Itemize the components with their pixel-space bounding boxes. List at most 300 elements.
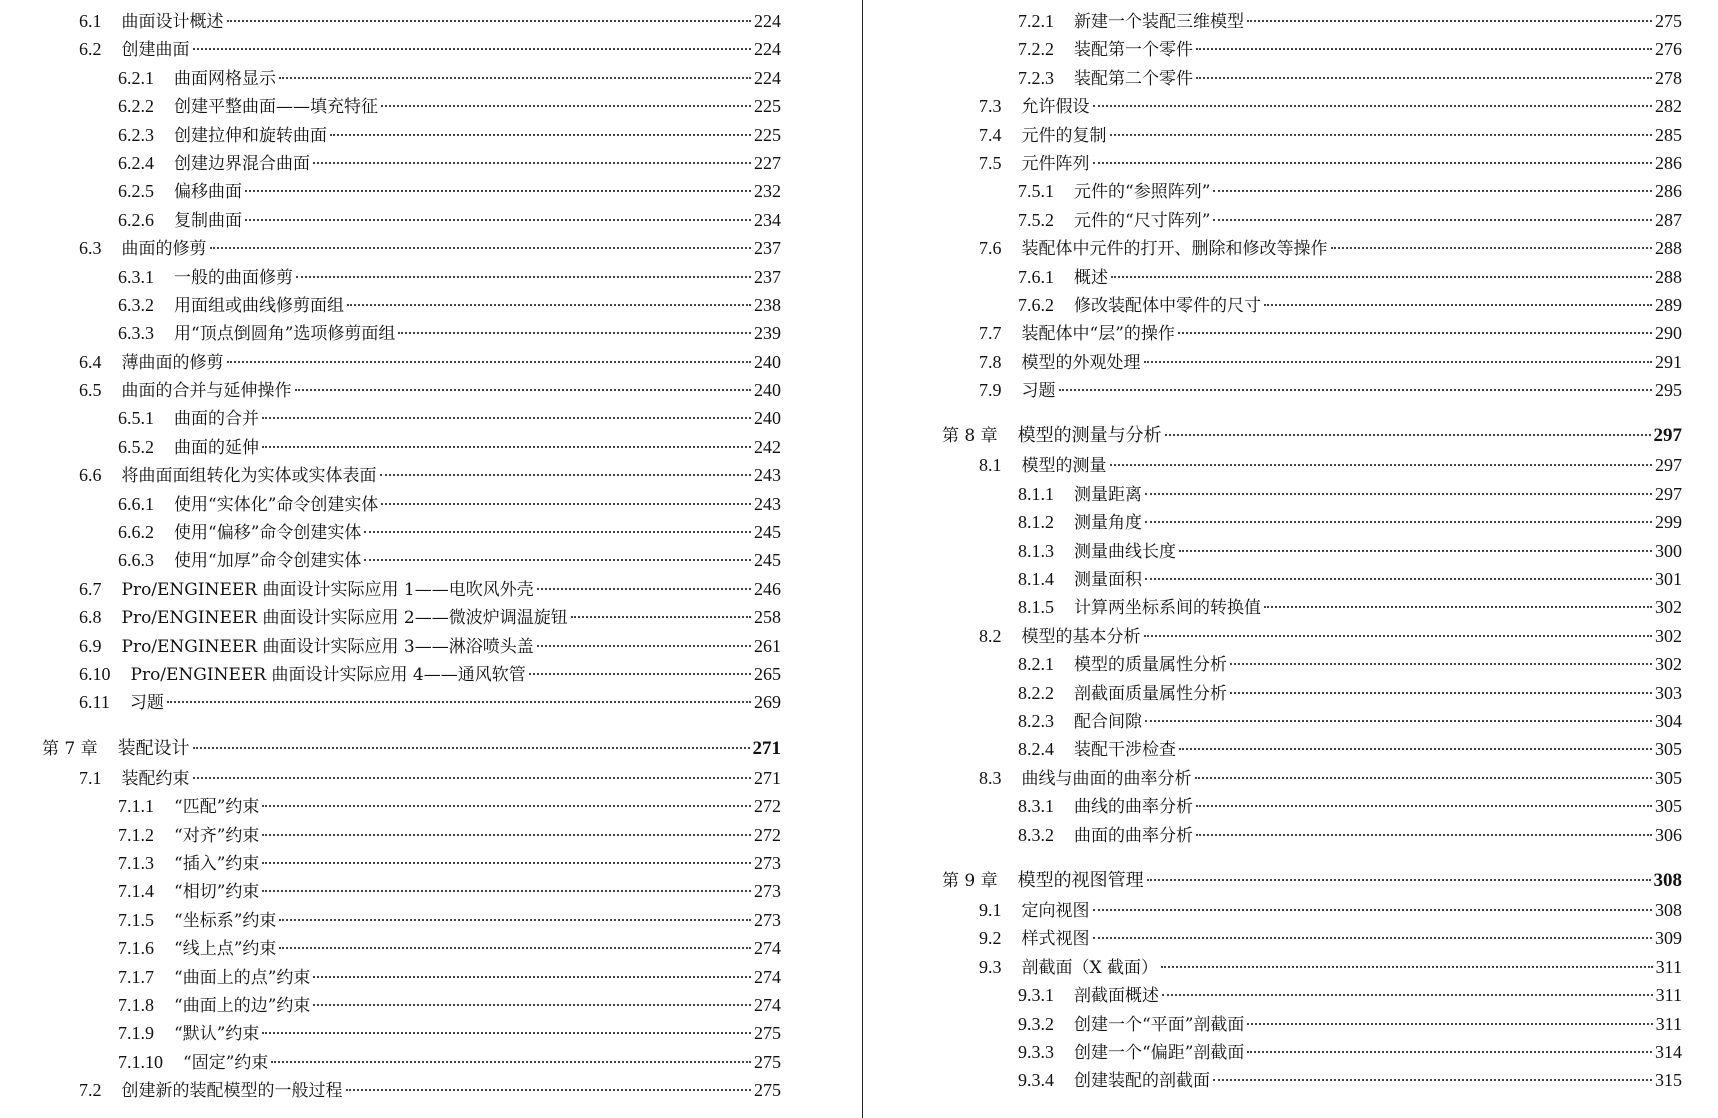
entry-title: 创建一个“偏距”剖截面 [1074, 1042, 1245, 1063]
toc-subsection-entry[interactable] [942, 821, 1682, 849]
entry-page-number: 272 [754, 824, 781, 845]
entry-page-number: 288 [1655, 238, 1682, 259]
entry-number: 8.1.2 [1018, 512, 1054, 533]
entry-page-number: 272 [754, 796, 781, 817]
entry-title: 习题 [129, 693, 164, 714]
dot-leader [262, 862, 751, 864]
entry-page-number: 273 [754, 852, 781, 873]
toc-section-entry[interactable] [42, 461, 781, 489]
entry-page-number: 271 [754, 767, 781, 788]
entry-page-number: 289 [1655, 294, 1682, 315]
entry-title: 模型的外观处理 [1021, 352, 1141, 373]
toc-section-entry[interactable] [942, 234, 1682, 262]
entry-number: 8.2.4 [1018, 739, 1054, 760]
entry-page-number: 240 [754, 380, 781, 401]
entry-page-number: 224 [754, 39, 781, 60]
dot-leader [1213, 219, 1652, 221]
entry-number: 6.2.3 [118, 124, 154, 145]
toc-section-entry[interactable] [42, 603, 781, 631]
entry-title: 测量距离 [1074, 484, 1142, 505]
dot-leader [1165, 434, 1651, 436]
toc-subsection-entry[interactable] [42, 121, 781, 149]
entry-title: 曲线的曲率分析 [1074, 797, 1193, 818]
toc-subsection-entry[interactable] [42, 263, 781, 291]
entry-title: 定向视图 [1021, 900, 1090, 921]
toc-subsection-entry[interactable] [942, 1038, 1682, 1066]
toc-subsection-entry[interactable] [42, 991, 781, 1019]
entry-title: 创建新的装配模型的一般过程 [121, 1081, 343, 1102]
dot-leader [529, 673, 751, 675]
toc-subsection-entry[interactable] [42, 518, 781, 546]
entry-title: 允许假设 [1021, 97, 1090, 118]
entry-page-number: 273 [754, 909, 781, 930]
dot-leader [380, 474, 752, 476]
entry-page-number: 265 [754, 663, 781, 684]
toc-subsection-entry[interactable] [42, 934, 781, 962]
toc-section-entry[interactable] [42, 35, 781, 63]
entry-title: 测量角度 [1074, 513, 1142, 534]
entry-number: 7.1.7 [118, 966, 154, 987]
dot-leader [1145, 521, 1652, 523]
entry-number: 7.1.2 [118, 824, 154, 845]
dot-leader [1264, 304, 1652, 306]
toc-subsection-entry[interactable] [942, 981, 1682, 1009]
dot-leader [346, 1089, 752, 1091]
entry-number: 第 9 章 [942, 870, 998, 891]
dot-leader [537, 645, 751, 647]
toc-section-entry[interactable] [942, 924, 1682, 952]
toc-subsection-entry[interactable] [942, 679, 1682, 707]
dot-leader [193, 48, 752, 50]
entry-title: 曲面的修剪 [121, 239, 207, 260]
dot-leader [279, 77, 751, 79]
entry-number: 7.7 [979, 323, 1002, 344]
toc-section-entry[interactable] [942, 451, 1682, 479]
toc-subsection-entry[interactable] [42, 149, 781, 177]
dot-leader [1196, 48, 1652, 50]
entry-number: 6.5.1 [118, 408, 154, 429]
dot-leader [1093, 909, 1653, 911]
entry-title: 装配体中元件的打开、删除和修改等操作 [1021, 239, 1328, 260]
dot-leader [262, 417, 751, 419]
dot-leader [245, 219, 751, 221]
entry-number: 9.2 [979, 928, 1002, 949]
dot-leader [1196, 77, 1652, 79]
entry-number: 6.2.4 [118, 152, 154, 173]
entry-page-number: 297 [1655, 455, 1682, 476]
toc-subsection-entry[interactable] [942, 537, 1682, 565]
entry-number: 6.3 [79, 238, 102, 259]
entry-number: 7.4 [979, 124, 1002, 145]
entry-title: 模型的测量 [1021, 456, 1107, 477]
entry-page-number: 302 [1655, 625, 1682, 646]
dot-leader [262, 446, 751, 448]
toc-subsection-entry[interactable] [942, 1010, 1682, 1038]
entry-title: 将曲面面组转化为实体或实体表面 [121, 466, 377, 487]
toc-subsection-entry[interactable] [942, 508, 1682, 536]
toc-subsection-entry[interactable] [942, 593, 1682, 621]
toc-subsection-entry[interactable] [42, 849, 781, 877]
dot-leader [1213, 1079, 1652, 1081]
entry-number: 9.1 [979, 899, 1002, 920]
dot-leader [1145, 720, 1652, 722]
toc-subsection-entry[interactable] [942, 565, 1682, 593]
toc-subsection-entry[interactable] [942, 792, 1682, 820]
entry-page-number: 308 [1655, 899, 1682, 920]
toc-section-entry[interactable] [42, 764, 781, 792]
entry-page-number: 234 [754, 209, 781, 230]
entry-number: 8.1 [979, 455, 1002, 476]
entry-title: 模型的视图管理 [1017, 869, 1144, 891]
dot-leader [571, 616, 751, 618]
toc-subsection-entry[interactable] [942, 206, 1682, 234]
entry-title: 元件的“尺寸阵列” [1074, 210, 1211, 231]
toc-subsection-entry[interactable] [942, 7, 1682, 35]
entry-title: 薄曲面的修剪 [121, 352, 224, 373]
entry-title: 曲线与曲面的曲率分析 [1021, 768, 1192, 789]
entry-page-number: 282 [1655, 96, 1682, 117]
entry-number: 6.2 [79, 39, 102, 60]
entry-number: 7.1.4 [118, 881, 154, 902]
entry-page-number: 302 [1655, 597, 1682, 618]
entry-page-number: 309 [1655, 928, 1682, 949]
entry-number: 8.1.5 [1018, 597, 1054, 618]
entry-number: 9.3.2 [1018, 1013, 1054, 1034]
entry-title: 曲面的合并 [174, 409, 259, 430]
toc-left-page [42, 7, 781, 1104]
dot-leader [1144, 361, 1653, 363]
entry-page-number: 305 [1655, 739, 1682, 760]
entry-title: 习题 [1021, 381, 1056, 402]
entry-number: 6.2.2 [118, 96, 154, 117]
entry-number: 第 8 章 [942, 426, 998, 447]
dot-leader [1161, 966, 1653, 968]
entry-title: “对齐”约束 [174, 825, 260, 846]
entry-page-number: 237 [754, 238, 781, 259]
dot-leader [1144, 635, 1653, 637]
dot-leader [227, 361, 752, 363]
dot-leader [1111, 276, 1652, 278]
entry-title: 使用“实体化”命令创建实体 [174, 494, 379, 515]
dot-leader [1179, 550, 1652, 552]
entry-title: 剖截面概述 [1074, 986, 1159, 1007]
entry-number: 7.8 [979, 351, 1002, 372]
entry-title: 创建拉伸和旋转曲面 [174, 125, 327, 146]
entry-page-number: 243 [754, 465, 781, 486]
entry-title: 曲面网格显示 [174, 68, 276, 89]
toc-subsection-entry[interactable] [42, 319, 781, 347]
toc-subsection-entry[interactable] [42, 92, 781, 120]
entry-number: 6.2.5 [118, 181, 154, 202]
dot-leader [1196, 834, 1652, 836]
entry-page-number: 311 [1655, 1013, 1682, 1034]
dot-leader [1196, 805, 1652, 807]
dot-leader [1264, 606, 1652, 608]
toc-subsection-entry[interactable] [42, 821, 781, 849]
dot-leader [279, 947, 751, 949]
entry-title: 剖截面质量属性分析 [1074, 683, 1227, 704]
toc-section-entry[interactable] [942, 622, 1682, 650]
entry-number: 6.5 [79, 380, 102, 401]
dot-leader [398, 332, 751, 334]
entry-page-number: 306 [1655, 824, 1682, 845]
dot-leader [1162, 994, 1653, 996]
entry-page-number: 225 [754, 124, 781, 145]
entry-title: Pro/ENGINEER 曲面设计实际应用 4——通风软管 [130, 664, 526, 685]
toc-subsection-entry[interactable] [942, 64, 1682, 92]
toc-subsection-entry[interactable] [42, 1019, 781, 1047]
entry-page-number: 275 [1655, 11, 1682, 31]
entry-title: 装配干涉检查 [1074, 740, 1176, 761]
entry-page-number: 269 [754, 692, 781, 713]
entry-title: 测量面积 [1074, 570, 1142, 591]
toc-subsection-entry[interactable] [42, 877, 781, 905]
entry-page-number: 275 [754, 1080, 781, 1101]
toc-section-entry[interactable] [942, 376, 1682, 404]
dot-leader [1230, 692, 1652, 694]
entry-title: 曲面设计概述 [121, 12, 224, 32]
entry-number: 7.1 [79, 767, 102, 788]
entry-number: 第 7 章 [42, 738, 98, 759]
entry-page-number: 274 [754, 994, 781, 1015]
toc-subsection-entry[interactable] [42, 792, 781, 820]
entry-page-number: 304 [1655, 710, 1682, 731]
dot-leader [1145, 578, 1652, 580]
toc-section-entry[interactable] [42, 1076, 781, 1104]
entry-page-number: 286 [1655, 152, 1682, 173]
entry-title: 装配第二个零件 [1074, 68, 1193, 89]
entry-page-number: 227 [754, 152, 781, 173]
toc-section-entry[interactable] [42, 632, 781, 660]
dot-leader [364, 531, 751, 533]
entry-title: 元件阵列 [1021, 153, 1090, 174]
toc-section-entry[interactable] [42, 234, 781, 262]
dot-leader [262, 890, 751, 892]
toc-subsection-entry[interactable] [42, 433, 781, 461]
dot-leader [1059, 389, 1653, 391]
toc-section-entry[interactable] [942, 121, 1682, 149]
entry-title: “默认”约束 [174, 1024, 260, 1045]
entry-title: 样式视图 [1021, 929, 1090, 950]
entry-number: 6.6 [79, 465, 102, 486]
entry-page-number: 305 [1655, 796, 1682, 817]
entry-number: 7.2.1 [1018, 11, 1054, 31]
entry-page-number: 275 [754, 1023, 781, 1044]
toc-subsection-entry[interactable] [42, 1048, 781, 1076]
toc-subsection-entry[interactable] [942, 650, 1682, 678]
entry-title: 计算两坐标系间的转换值 [1074, 598, 1261, 619]
entry-number: 7.6.1 [1018, 266, 1054, 287]
entry-number: 6.2.6 [118, 209, 154, 230]
entry-number: 7.1.8 [118, 994, 154, 1015]
entry-number: 8.3.2 [1018, 824, 1054, 845]
dot-leader [1178, 332, 1652, 334]
toc-section-entry[interactable] [942, 92, 1682, 120]
toc-section-entry[interactable] [942, 764, 1682, 792]
toc-subsection-entry[interactable] [942, 735, 1682, 763]
dot-leader [262, 1032, 751, 1034]
entry-title: “相切”约束 [174, 882, 260, 903]
entry-number: 8.1.1 [1018, 483, 1054, 504]
toc-section-entry[interactable] [42, 575, 781, 603]
dot-leader [347, 304, 751, 306]
entry-title: “插入”约束 [174, 853, 260, 874]
toc-right-page [942, 7, 1682, 1095]
entry-page-number: 225 [754, 96, 781, 117]
entry-number: 8.3 [979, 767, 1002, 788]
entry-title: Pro/ENGINEER 曲面设计实际应用 2——微波炉调温旋钮 [121, 608, 568, 629]
dot-leader [313, 1004, 751, 1006]
dot-leader [537, 588, 751, 590]
toc-section-entry[interactable] [42, 376, 781, 404]
toc-section-entry[interactable] [42, 660, 781, 688]
toc-section-entry[interactable] [942, 348, 1682, 376]
entry-number: 9.3.3 [1018, 1041, 1054, 1062]
dot-leader [1213, 190, 1652, 192]
toc-section-entry[interactable] [42, 7, 781, 35]
entry-title: 偏移曲面 [174, 182, 242, 203]
entry-page-number: 261 [754, 635, 781, 656]
entry-title: 模型的质量属性分析 [1074, 655, 1227, 676]
entry-page-number: 274 [754, 938, 781, 959]
entry-title: “线上点”约束 [174, 939, 277, 960]
dot-leader [1247, 1051, 1652, 1053]
entry-number: 7.5.2 [1018, 209, 1054, 230]
entry-page-number: 276 [1655, 39, 1682, 60]
dot-leader [1110, 464, 1653, 466]
entry-page-number: 286 [1655, 181, 1682, 202]
entry-title: 使用“偏移”命令创建实体 [174, 523, 362, 544]
entry-number: 7.5.1 [1018, 181, 1054, 202]
toc-subsection-entry[interactable] [942, 1066, 1682, 1094]
entry-page-number: 311 [1655, 985, 1682, 1006]
entry-page-number: 243 [754, 493, 781, 514]
entry-page-number: 239 [754, 323, 781, 344]
dot-leader [167, 701, 751, 703]
toc-subsection-entry[interactable] [942, 480, 1682, 508]
toc-section-entry[interactable] [942, 953, 1682, 981]
entry-page-number: 311 [1655, 956, 1682, 977]
dot-leader [381, 105, 751, 107]
toc-chapter-entry[interactable] [942, 421, 1682, 451]
entry-page-number: 297 [1655, 483, 1682, 504]
entry-number: 7.2.3 [1018, 67, 1054, 88]
entry-page-number: 232 [754, 181, 781, 202]
entry-number: 9.3.1 [1018, 985, 1054, 1006]
toc-subsection-entry[interactable] [942, 177, 1682, 205]
entry-number: 6.6.3 [118, 550, 154, 571]
toc-section-entry[interactable] [942, 149, 1682, 177]
entry-page-number: 288 [1655, 266, 1682, 287]
entry-number: 6.5.2 [118, 436, 154, 457]
entry-title: “坐标系”约束 [174, 910, 277, 931]
entry-number: 6.10 [79, 663, 111, 684]
toc-subsection-entry[interactable] [42, 206, 781, 234]
entry-title: 测量曲线长度 [1074, 541, 1176, 562]
dot-leader [1331, 247, 1653, 249]
entry-title: “固定”约束 [183, 1052, 269, 1073]
entry-title: 一般的曲面修剪 [174, 267, 293, 288]
entry-page-number: 299 [1655, 512, 1682, 533]
entry-title: 创建平整曲面——填充特征 [174, 97, 378, 118]
entry-number: 7.1.3 [118, 852, 154, 873]
entry-title: 创建曲面 [121, 40, 190, 61]
dot-leader [381, 503, 751, 505]
entry-number: 6.2.1 [118, 67, 154, 88]
dot-leader [1093, 937, 1653, 939]
entry-number: 9.3.4 [1018, 1070, 1054, 1091]
toc-subsection-entry[interactable] [42, 177, 781, 205]
entry-title: 曲面的合并与延伸操作 [121, 381, 292, 402]
entry-title: “匹配”约束 [174, 797, 260, 818]
entry-title: 使用“加厚”命令创建实体 [174, 551, 362, 572]
toc-subsection-entry[interactable] [42, 963, 781, 991]
toc-chapter-entry[interactable] [942, 866, 1682, 896]
entry-title: 配合间隙 [1074, 711, 1142, 732]
toc-subsection-entry[interactable] [42, 490, 781, 518]
dot-leader [1230, 663, 1652, 665]
entry-number: 7.5 [979, 152, 1002, 173]
entry-page-number: 303 [1655, 682, 1682, 703]
entry-number: 8.1.3 [1018, 540, 1054, 561]
entry-number: 7.1.10 [118, 1051, 163, 1072]
entry-title: 新建一个装配三维模型 [1074, 12, 1244, 32]
entry-page-number: 271 [752, 737, 781, 759]
entry-number: 6.7 [79, 578, 102, 599]
entry-number: 8.1.4 [1018, 569, 1054, 590]
entry-number: 6.11 [79, 692, 110, 713]
toc-subsection-entry[interactable] [42, 291, 781, 319]
entry-title: Pro/ENGINEER 曲面设计实际应用 3——淋浴喷头盖 [121, 636, 534, 657]
entry-number: 7.2 [79, 1080, 102, 1101]
dot-leader [262, 805, 751, 807]
page-divider [862, 0, 863, 1118]
dot-leader [364, 559, 751, 561]
entry-title: 创建边界混合曲面 [174, 153, 310, 174]
toc-section-entry[interactable] [942, 896, 1682, 924]
entry-number: 6.6.2 [118, 522, 154, 543]
entry-page-number: 274 [754, 966, 781, 987]
toc-chapter-entry[interactable] [42, 734, 781, 764]
dot-leader [279, 919, 751, 921]
toc-subsection-entry[interactable] [42, 546, 781, 574]
entry-title: 装配约束 [121, 768, 190, 789]
entry-number: 6.4 [79, 351, 102, 372]
toc-section-entry[interactable] [42, 348, 781, 376]
entry-number: 6.3.3 [118, 323, 154, 344]
entry-title: 模型的测量与分析 [1017, 425, 1162, 447]
toc-section-entry[interactable] [942, 319, 1682, 347]
toc-subsection-entry[interactable] [942, 707, 1682, 735]
entry-page-number: 258 [754, 607, 781, 628]
toc-subsection-entry[interactable] [42, 64, 781, 92]
toc-section-entry[interactable] [42, 688, 781, 716]
toc-subsection-entry[interactable] [942, 35, 1682, 63]
toc-subsection-entry[interactable] [942, 263, 1682, 291]
entry-page-number: 224 [754, 67, 781, 88]
entry-number: 6.6.1 [118, 493, 154, 514]
dot-leader [1093, 105, 1653, 107]
entry-page-number: 291 [1655, 351, 1682, 372]
toc-subsection-entry[interactable] [42, 404, 781, 432]
entry-title: 概述 [1074, 267, 1108, 288]
toc-subsection-entry[interactable] [42, 906, 781, 934]
toc-subsection-entry[interactable] [942, 291, 1682, 319]
entry-number: 7.1.5 [118, 909, 154, 930]
entry-title: Pro/ENGINEER 曲面设计实际应用 1——电吹风外壳 [121, 579, 534, 600]
entry-number: 6.9 [79, 635, 102, 656]
dot-leader [330, 134, 751, 136]
